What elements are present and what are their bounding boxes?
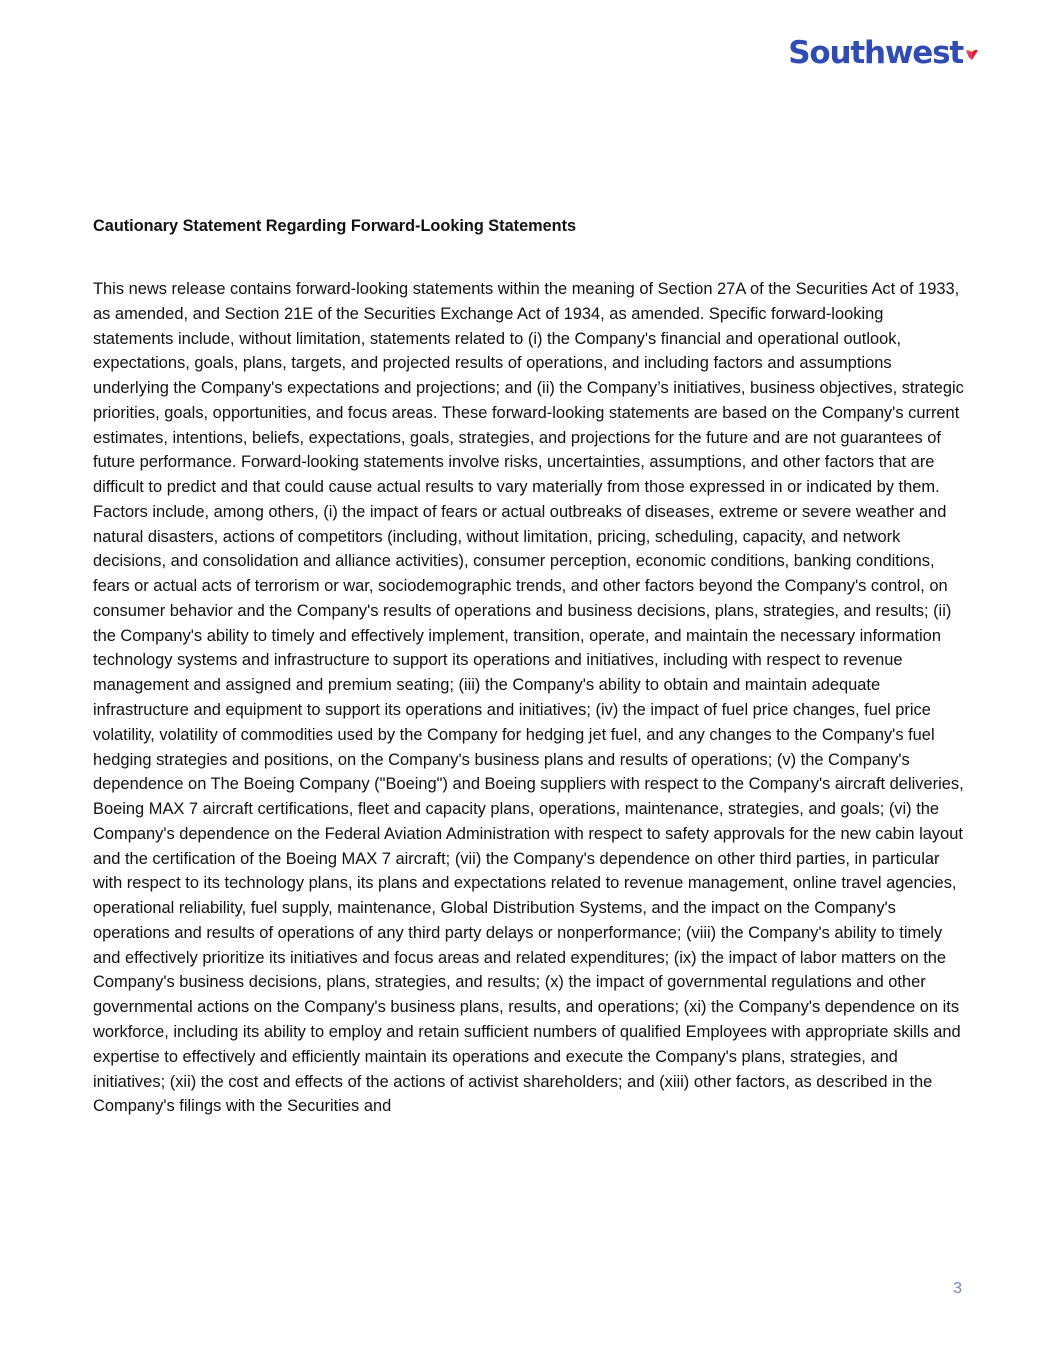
body-paragraph: This news release contains forward-looking statements within the meaning of Section 27A of the Securities Act of 1933, as amended, and Section 21E of the Securities Exchange Act of 1934, as amended. Specific forward-looking statements include, without limitation, statements related to (i) the Company's financial and operational outlook, expectations, goals, plans, targets, and projected results of operations, and including factors and assumptions underlying the Company's expectations and projections; and (ii) the Company’s initiatives, business objectives, strategic priorities, goals, opportunities, and focus areas. These forward-looking statements are based on the Company's current estimates, intentions, beliefs, expectations, goals, strategies, and projections for the future and are not guarantees of future performance. Forward-looking statements involve risks, uncertainties, assumptions, and other factors that are difficult to predict and that could cause actual results to vary materially from those expressed in or indicated by them. Factors include, among others, (i) the impact of fears or actual outbreaks of diseases, extreme or severe weather and natural disasters, actions of competitors (including, without limitation, pricing, scheduling, capacity, and network decisions, and consolidation and alliance activities), consumer perception, economic conditions, banking conditions, fears or actual acts of terrorism or war, sociodemographic trends, and other factors beyond the Company's control, on consumer behavior and the Company's results of operations and business decisions, plans, strategies, and results; (ii) the Company's ability to timely and effectively implement, transition, operate, and maintain the necessary information technology systems and infrastructure to support its operations and initiatives, including with respect to revenue management and assigned and premium seating; (iii) the Company's ability to obtain and maintain adequate infrastructure and equipment to support its operations and initiatives; (iv) the impact of fuel price changes, fuel price volatility, volatility of commodities used by the Company for hedging jet fuel, and any changes to the Company's fuel hedging strategies and positions, on the Company's business plans and results of operations; (v) the Company's dependence on The Boeing Company ("Boeing") and Boeing suppliers with respect to the Company's aircraft deliveries, Boeing MAX 7 aircraft certifications, fleet and capacity plans, operations, maintenance, strategies, and goals; (vi) the Company's dependence on the Federal Aviation Administration with respect to safety approvals for the new cabin layout and the certification of the Boeing MAX 7 aircraft; (vii) the Company's dependence on other third parties, in particular with respect to its technology plans, its plans and expectations related to revenue management, online travel agencies, operational reliability, fuel supply, maintenance, Global Distribution Systems, and the impact on the Company's operations and results of operations of any third party delays or nonperformance; (viii) the Company's ability to timely and effectively prioritize its initiatives and focus areas and related expenditures; (ix) the impact of labor matters on the Company's business decisions, plans, strategies, and results; (x) the impact of governmental regulations and other governmental actions on the Company's business plans, results, and operations; (xi) the Company's dependence on its workforce, including its ability to employ and retain sufficient numbers of qualified Employees with appropriate skills and expertise to effectively and efficiently maintain its operations and execute the Company's plans, strategies, and initiatives; (xii) the cost and effects of the actions of activist shareholders; and (xiii) other factors, as described in the Company's filings with the Securities and <box>93 280 964 1116</box>
heart-icon <box>965 48 979 66</box>
section-heading: Cautionary Statement Regarding Forward-Looking Statements <box>93 217 577 235</box>
logo-text: Southwest <box>788 35 963 71</box>
page-number: 3 <box>953 1280 962 1297</box>
southwest-logo <box>788 35 979 71</box>
